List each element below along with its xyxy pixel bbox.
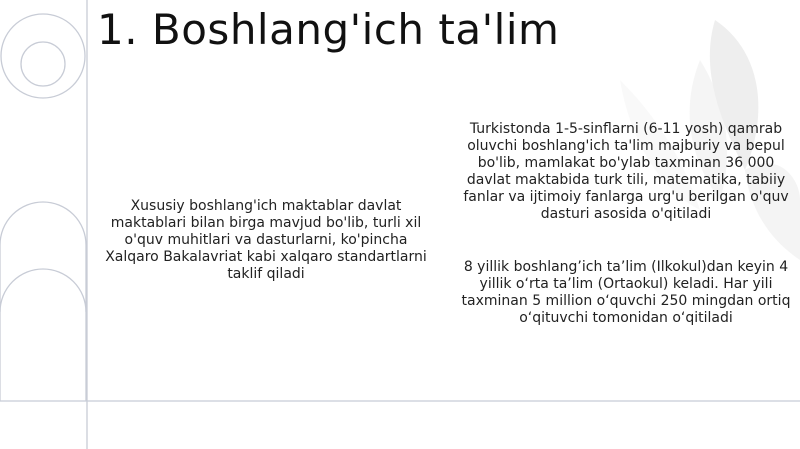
private-schools-text: Xususiy boshlang'ich maktablar davlat maktablari bilan birga mavjud bo'lib, turli xil o'quv muhitlari va dasturlarni, ko'pincha Xalqaro Bakalavriat kabi xalqaro standartlarni taklif qiladi xyxy=(105,198,427,282)
secondary-education-text: 8 yillik boshlang’ich ta’lim (Ilkokul)dan keyin 4 yillik o‘rta ta’lim (Ortaokul) keladi. Har yili taxminan 5 million o‘quvchi 250 mingdan ortiq o‘qituvchi tomonidan o‘qitiladi xyxy=(461,259,791,326)
page-title: 1. Boshlang'ich ta'lim xyxy=(97,5,560,54)
primary-education-text: Turkistonda 1-5-sinflarni (6-11 yosh) qamrab oluvchi boshlang'ich ta'lim majburiy va bepul bo'lib, mamlakat bo'ylab taxminan 36 000 davlat maktabida turk tili, matematika, tabiiy fanlar va ijtimoiy fanlarga urg'u berilgan o'quv dasturi asosida o'qitiladi xyxy=(463,121,789,222)
